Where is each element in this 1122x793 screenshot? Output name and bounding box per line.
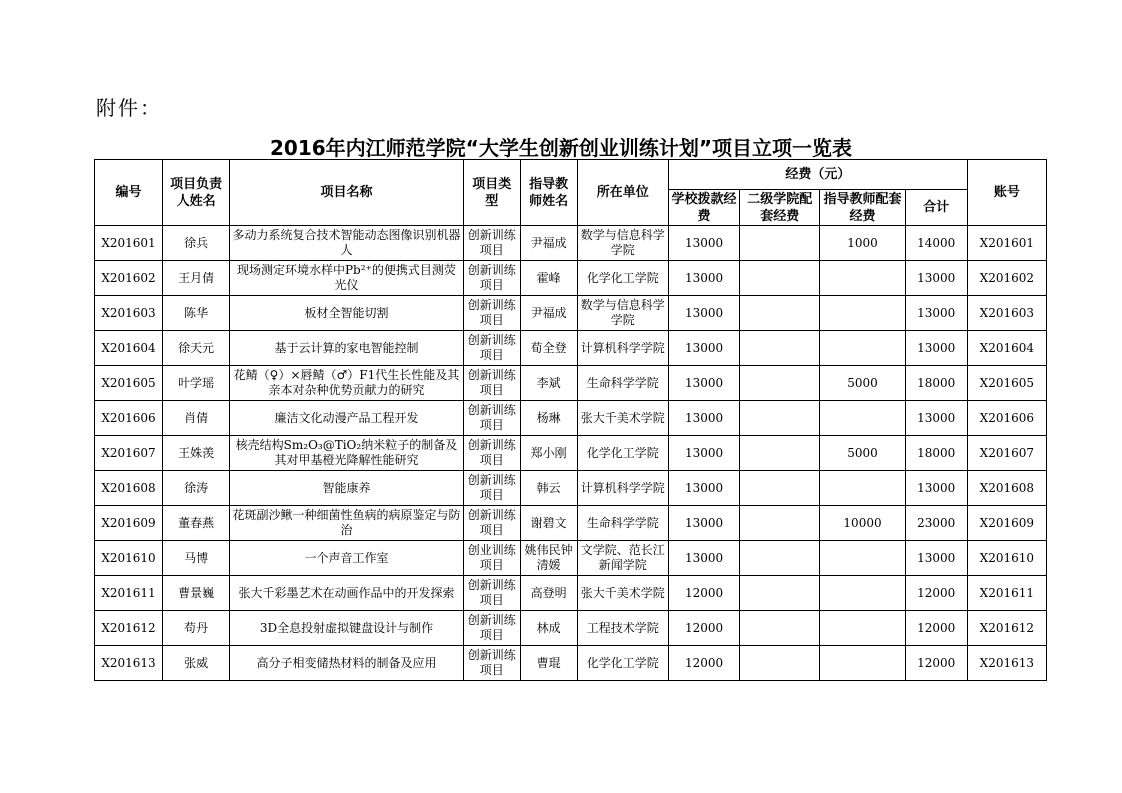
cell-college bbox=[740, 331, 820, 366]
table-row bbox=[95, 436, 1047, 471]
table-row bbox=[95, 471, 1047, 506]
table-row bbox=[95, 506, 1047, 541]
header-unit: 所在单位 bbox=[577, 160, 668, 226]
cell-advisor-fund bbox=[820, 261, 905, 296]
cell-college bbox=[740, 226, 820, 261]
cell-unit: 生命科学学院 bbox=[577, 506, 668, 541]
cell-school: 13000 bbox=[669, 541, 740, 576]
cell-advisor: 韩云 bbox=[520, 471, 577, 506]
cell-advisor-fund bbox=[820, 296, 905, 331]
cell-id: X201610 bbox=[95, 541, 163, 576]
cell-type: 创新训练项目 bbox=[463, 471, 520, 506]
cell-type: 创新训练项目 bbox=[463, 436, 520, 471]
cell-advisor: 曹琨 bbox=[520, 646, 577, 681]
cell-name: 板材全智能切割 bbox=[230, 296, 464, 331]
cell-leader: 曹景巍 bbox=[163, 576, 230, 611]
cell-name: 花斑副沙鳅一种细菌性鱼病的病原鉴定与防治 bbox=[230, 506, 464, 541]
cell-account: X201608 bbox=[967, 471, 1046, 506]
cell-advisor: 霍峰 bbox=[520, 261, 577, 296]
cell-advisor: 郑小刚 bbox=[520, 436, 577, 471]
cell-type: 创新训练项目 bbox=[463, 646, 520, 681]
attachment-label: 附件： bbox=[96, 96, 162, 120]
cell-school: 13000 bbox=[669, 471, 740, 506]
cell-unit: 数学与信息科学学院 bbox=[577, 296, 668, 331]
cell-unit: 化学化工学院 bbox=[577, 436, 668, 471]
cell-total: 13000 bbox=[905, 331, 967, 366]
cell-id: X201602 bbox=[95, 261, 163, 296]
cell-type: 创新训练项目 bbox=[463, 331, 520, 366]
cell-advisor-fund bbox=[820, 576, 905, 611]
cell-advisor: 尹福成 bbox=[520, 226, 577, 261]
cell-unit: 数学与信息科学学院 bbox=[577, 226, 668, 261]
header-college-fund: 二级学院配套经费 bbox=[740, 190, 820, 226]
table-row bbox=[95, 401, 1047, 436]
cell-advisor-fund: 10000 bbox=[820, 506, 905, 541]
cell-college bbox=[740, 611, 820, 646]
cell-id: X201606 bbox=[95, 401, 163, 436]
cell-leader: 张威 bbox=[163, 646, 230, 681]
header-id: 编号 bbox=[95, 160, 163, 226]
cell-college bbox=[740, 471, 820, 506]
cell-total: 12000 bbox=[905, 646, 967, 681]
cell-advisor: 李斌 bbox=[520, 366, 577, 401]
cell-total: 23000 bbox=[905, 506, 967, 541]
header-total: 合计 bbox=[905, 190, 967, 226]
cell-school: 13000 bbox=[669, 226, 740, 261]
cell-advisor-fund bbox=[820, 646, 905, 681]
cell-unit: 工程技术学院 bbox=[577, 611, 668, 646]
cell-id: X201601 bbox=[95, 226, 163, 261]
table-row bbox=[95, 366, 1047, 401]
cell-college bbox=[740, 401, 820, 436]
cell-leader: 肖倩 bbox=[163, 401, 230, 436]
cell-school: 13000 bbox=[669, 331, 740, 366]
table-row bbox=[95, 646, 1047, 681]
cell-unit: 化学化工学院 bbox=[577, 646, 668, 681]
cell-advisor-fund bbox=[820, 401, 905, 436]
cell-total: 13000 bbox=[905, 401, 967, 436]
cell-college bbox=[740, 576, 820, 611]
cell-name: 廉洁文化动漫产品工程开发 bbox=[230, 401, 464, 436]
cell-school: 13000 bbox=[669, 436, 740, 471]
cell-total: 14000 bbox=[905, 226, 967, 261]
cell-advisor: 荀全登 bbox=[520, 331, 577, 366]
cell-school: 12000 bbox=[669, 611, 740, 646]
cell-type: 创新训练项目 bbox=[463, 611, 520, 646]
cell-unit: 化学化工学院 bbox=[577, 261, 668, 296]
cell-college bbox=[740, 296, 820, 331]
cell-college bbox=[740, 506, 820, 541]
header-advisor: 指导教师姓名 bbox=[520, 160, 577, 226]
cell-id: X201605 bbox=[95, 366, 163, 401]
table-row bbox=[95, 226, 1047, 261]
cell-advisor-fund bbox=[820, 611, 905, 646]
cell-leader: 徐兵 bbox=[163, 226, 230, 261]
cell-school: 13000 bbox=[669, 366, 740, 401]
cell-id: X201603 bbox=[95, 296, 163, 331]
header-type: 项目类型 bbox=[463, 160, 520, 226]
cell-unit: 计算机科学学院 bbox=[577, 331, 668, 366]
cell-total: 18000 bbox=[905, 366, 967, 401]
cell-account: X201610 bbox=[967, 541, 1046, 576]
cell-unit: 张大千美术学院 bbox=[577, 576, 668, 611]
cell-advisor: 谢碧文 bbox=[520, 506, 577, 541]
cell-type: 创新训练项目 bbox=[463, 576, 520, 611]
cell-type: 创新训练项目 bbox=[463, 226, 520, 261]
cell-college bbox=[740, 541, 820, 576]
cell-type: 创新训练项目 bbox=[463, 366, 520, 401]
cell-unit: 生命科学学院 bbox=[577, 366, 668, 401]
cell-unit: 计算机科学学院 bbox=[577, 471, 668, 506]
table-row bbox=[95, 611, 1047, 646]
cell-account: X201603 bbox=[967, 296, 1046, 331]
cell-school: 13000 bbox=[669, 401, 740, 436]
cell-college bbox=[740, 261, 820, 296]
cell-advisor: 杨琳 bbox=[520, 401, 577, 436]
cell-account: X201612 bbox=[967, 611, 1046, 646]
cell-account: X201607 bbox=[967, 436, 1046, 471]
cell-name: 张大千彩墨艺术在动画作品中的开发探索 bbox=[230, 576, 464, 611]
cell-account: X201604 bbox=[967, 331, 1046, 366]
table-row bbox=[95, 331, 1047, 366]
header-funding: 经费（元） bbox=[669, 160, 968, 190]
cell-name: 多动力系统复合技术智能动态图像识别机器人 bbox=[230, 226, 464, 261]
cell-advisor-fund bbox=[820, 331, 905, 366]
project-table bbox=[94, 159, 1047, 681]
cell-total: 18000 bbox=[905, 436, 967, 471]
cell-total: 12000 bbox=[905, 576, 967, 611]
cell-id: X201604 bbox=[95, 331, 163, 366]
table-row bbox=[95, 296, 1047, 331]
header-advisor-fund: 指导教师配套经费 bbox=[820, 190, 905, 226]
cell-total: 12000 bbox=[905, 611, 967, 646]
cell-name: 高分子相变储热材料的制备及应用 bbox=[230, 646, 464, 681]
cell-advisor-fund: 1000 bbox=[820, 226, 905, 261]
header-account: 账号 bbox=[967, 160, 1046, 226]
cell-type: 创新训练项目 bbox=[463, 261, 520, 296]
cell-total: 13000 bbox=[905, 296, 967, 331]
cell-account: X201601 bbox=[967, 226, 1046, 261]
cell-advisor: 林成 bbox=[520, 611, 577, 646]
cell-account: X201606 bbox=[967, 401, 1046, 436]
cell-advisor: 尹福成 bbox=[520, 296, 577, 331]
table-row bbox=[95, 261, 1047, 296]
cell-advisor: 高登明 bbox=[520, 576, 577, 611]
cell-name: 基于云计算的家电智能控制 bbox=[230, 331, 464, 366]
cell-leader: 徐天元 bbox=[163, 331, 230, 366]
cell-type: 创新训练项目 bbox=[463, 296, 520, 331]
cell-leader: 王姝羡 bbox=[163, 436, 230, 471]
cell-id: X201613 bbox=[95, 646, 163, 681]
cell-school: 13000 bbox=[669, 506, 740, 541]
cell-unit: 文学院、范长江新闻学院 bbox=[577, 541, 668, 576]
header-leader: 项目负责人姓名 bbox=[163, 160, 230, 226]
cell-college bbox=[740, 646, 820, 681]
cell-id: X201608 bbox=[95, 471, 163, 506]
cell-id: X201612 bbox=[95, 611, 163, 646]
cell-name: 现场测定环境水样中Pb²⁺的便携式目测荧光仪 bbox=[230, 261, 464, 296]
cell-account: X201613 bbox=[967, 646, 1046, 681]
cell-type: 创新训练项目 bbox=[463, 506, 520, 541]
cell-name: 一个声音工作室 bbox=[230, 541, 464, 576]
page-title: 2016年内江师范学院“大学生创新创业训练计划”项目立项一览表 bbox=[270, 136, 852, 160]
cell-name: 3D全息投射虚拟键盘设计与制作 bbox=[230, 611, 464, 646]
cell-school: 12000 bbox=[669, 576, 740, 611]
cell-unit: 张大千美术学院 bbox=[577, 401, 668, 436]
cell-advisor-fund bbox=[820, 541, 905, 576]
cell-name: 智能康养 bbox=[230, 471, 464, 506]
cell-name: 花鲭（♀）×唇鲭（♂）F1代生长性能及其亲本对杂种优势贡献力的研究 bbox=[230, 366, 464, 401]
cell-id: X201609 bbox=[95, 506, 163, 541]
cell-type: 创业训练项目 bbox=[463, 541, 520, 576]
cell-account: X201605 bbox=[967, 366, 1046, 401]
cell-total: 13000 bbox=[905, 261, 967, 296]
cell-account: X201611 bbox=[967, 576, 1046, 611]
cell-leader: 董春燕 bbox=[163, 506, 230, 541]
table-row bbox=[95, 576, 1047, 611]
cell-id: X201611 bbox=[95, 576, 163, 611]
cell-college bbox=[740, 436, 820, 471]
cell-account: X201609 bbox=[967, 506, 1046, 541]
cell-id: X201607 bbox=[95, 436, 163, 471]
cell-leader: 徐涛 bbox=[163, 471, 230, 506]
cell-college bbox=[740, 366, 820, 401]
cell-account: X201602 bbox=[967, 261, 1046, 296]
cell-total: 13000 bbox=[905, 541, 967, 576]
table-row bbox=[95, 541, 1047, 576]
cell-type: 创新训练项目 bbox=[463, 401, 520, 436]
cell-advisor: 姚伟民钟清媛 bbox=[520, 541, 577, 576]
cell-leader: 叶学瑶 bbox=[163, 366, 230, 401]
cell-leader: 苟丹 bbox=[163, 611, 230, 646]
cell-name: 核壳结构Sm₂O₃@TiO₂纳米粒子的制备及其对甲基橙光降解性能研究 bbox=[230, 436, 464, 471]
header-school-fund: 学校拨款经费 bbox=[669, 190, 740, 226]
cell-leader: 马博 bbox=[163, 541, 230, 576]
cell-total: 13000 bbox=[905, 471, 967, 506]
cell-school: 13000 bbox=[669, 261, 740, 296]
cell-advisor-fund: 5000 bbox=[820, 436, 905, 471]
cell-leader: 王月倩 bbox=[163, 261, 230, 296]
cell-school: 13000 bbox=[669, 296, 740, 331]
cell-school: 12000 bbox=[669, 646, 740, 681]
header-name: 项目名称 bbox=[230, 160, 464, 226]
cell-advisor-fund bbox=[820, 471, 905, 506]
cell-leader: 陈华 bbox=[163, 296, 230, 331]
cell-advisor-fund: 5000 bbox=[820, 366, 905, 401]
